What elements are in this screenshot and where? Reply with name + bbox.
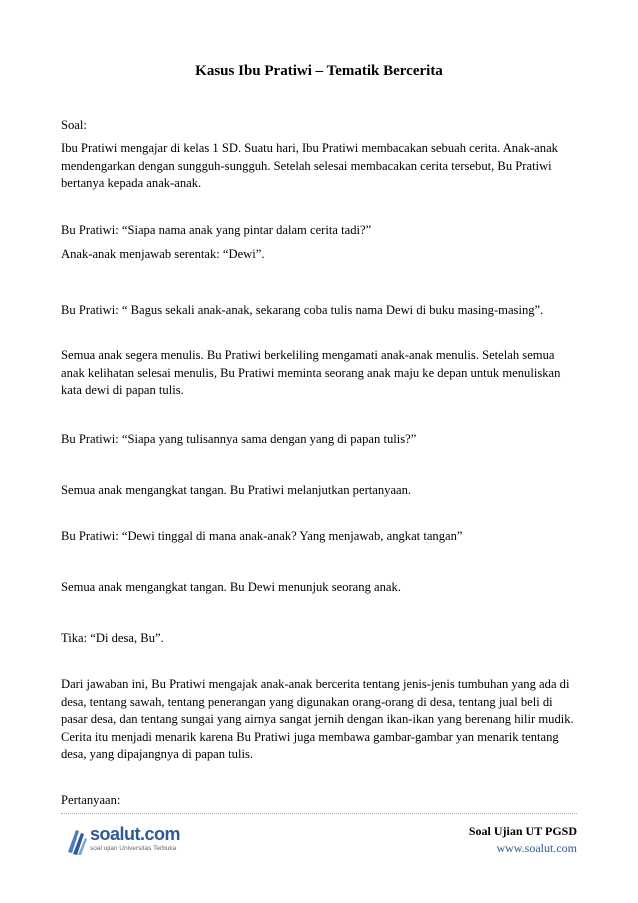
paragraph-hands-1: Semua anak mengangkat tangan. Bu Pratiwi melanjutkan pertanyaan. — [61, 483, 412, 497]
footer-title: Soal Ujian UT PGSD — [468, 824, 577, 838]
footer-divider — [61, 813, 577, 814]
footer-info — [469, 823, 577, 857]
logo-tagline: soal ujian Universitas Terbuka — [90, 845, 177, 852]
paragraph-hands-2: Semua anak mengangkat tangan. Bu Dewi menunjuk seorang anak. — [61, 580, 401, 594]
logo-wordmark: soalut.com — [90, 824, 181, 844]
paragraph-soal-label: Soal: — [61, 118, 87, 132]
paragraph-question-3: Bu Pratiwi: “Dewi tinggal di mana anak-anak? Yang menjawab, angkat tangan” — [61, 529, 463, 543]
paragraph-instruction: Bu Pratiwi: “ Bagus sekali anak-anak, sekarang coba tulis nama Dewi di buku masing-masing”. — [61, 303, 544, 317]
paragraph-pertanyaan: Pertanyaan: — [61, 793, 121, 807]
footer-url-link[interactable]: www.soalut.com — [496, 841, 577, 855]
document-title: Kasus Ibu Pratiwi – Tematik Bercerita — [195, 63, 443, 79]
paragraph-intro: Ibu Pratiwi mengajar di kelas 1 SD. Suatu hari, Ibu Pratiwi membacakan sebuah cerita. Anak-anak mendengarkan dengan sungguh-sungguh. Setelah selesai membacakan cerita tersebut, Bu Pratiwi bertanya kepada anak-anak. — [61, 141, 558, 190]
paragraph-answer-1: Anak-anak menjawab serentak: “Dewi”. — [61, 247, 265, 261]
soalut-logo[interactable] — [66, 824, 196, 860]
pencil-book-icon — [66, 826, 88, 856]
paragraph-story: Dari jawaban ini, Bu Pratiwi mengajak anak-anak bercerita tentang jenis-jenis tumbuhan yang ada di desa, tentang sawah, tentang penerangan yang digunakan orang-orang di desa, tentang jual beli di pasar desa, dan tentang sungai yang airnya sangat jernih dengan ikan-ikan yang berenang hilir mudik. Cerita itu menjadi menarik karena Bu Pratiwi juga membawa gambar-gambar yan menarik tentang desa, yang dipajangnya di papan tulis. — [61, 677, 574, 761]
paragraph-question-2: Bu Pratiwi: “Siapa yang tulisannya sama dengan yang di papan tulis?” — [61, 432, 417, 446]
paragraph-question-1: Bu Pratiwi: “Siapa nama anak yang pintar dalam cerita tadi?” — [61, 223, 372, 237]
paragraph-tika: Tika: “Di desa, Bu”. — [61, 631, 164, 645]
paragraph-writing: Semua anak segera menulis. Bu Pratiwi berkeliling mengamati anak-anak menulis. Setelah semua anak kelihatan selesai menulis, Bu Pratiwi meminta seorang anak maju ke depan untuk menuliskan kata dewi di papan tulis. — [61, 348, 561, 397]
